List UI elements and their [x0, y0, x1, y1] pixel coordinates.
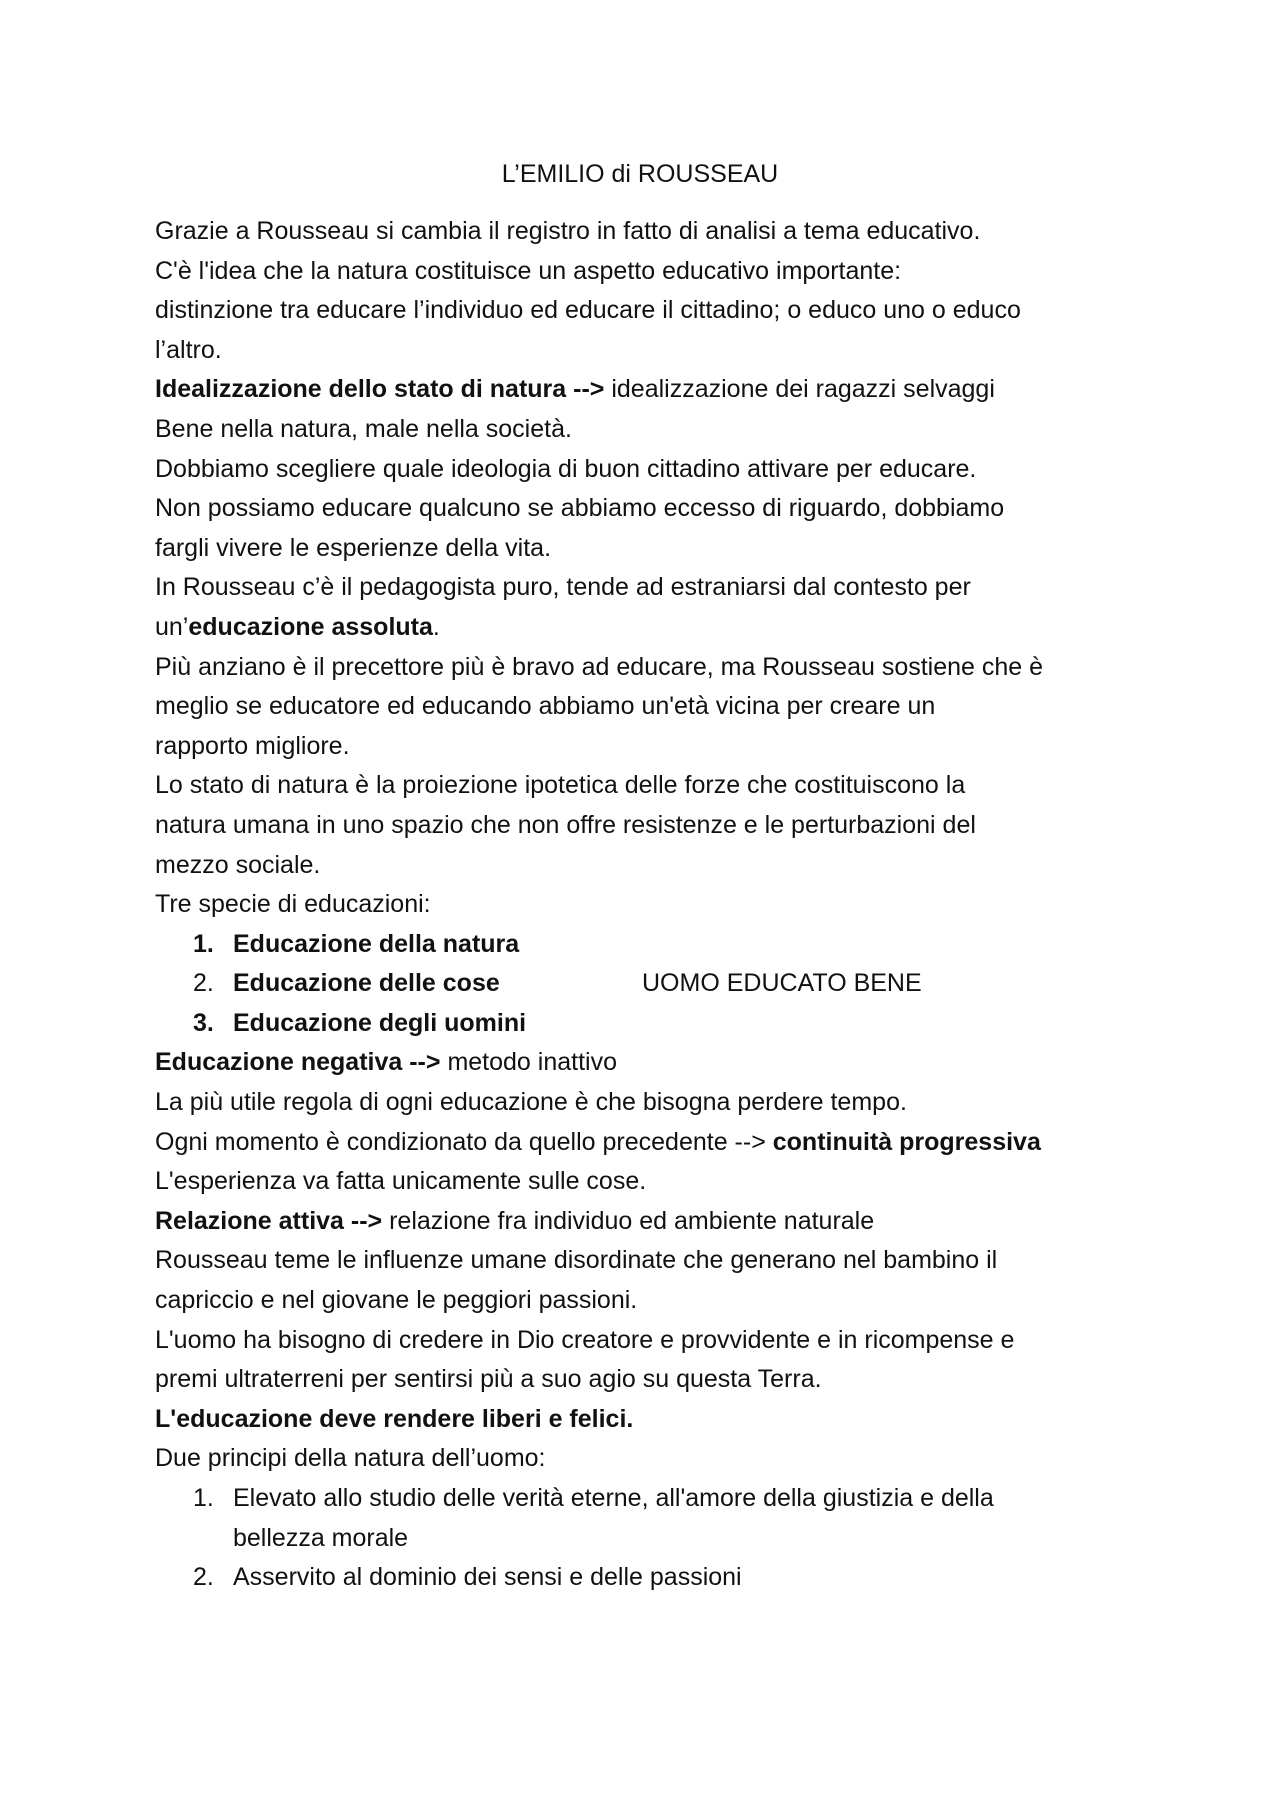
list-item-continuation: [155, 1519, 1135, 1559]
text-span: .: [432, 612, 440, 641]
text-line: L'uomo ha bisogno di credere in Dio creatore e provvidente e in ricompense e: [155, 1325, 1015, 1354]
document-body: [155, 212, 1135, 1598]
bold-phrase: Idealizzazione dello stato di natura -->: [155, 375, 605, 404]
list-number: 1.: [193, 1484, 214, 1512]
text-span: un’: [155, 612, 189, 641]
list-number: 1.: [193, 929, 214, 958]
bold-phrase: educazione assoluta: [188, 612, 433, 641]
bold-phrase: Educazione negativa -->: [155, 1048, 441, 1077]
text-line: rapporto migliore.: [155, 731, 350, 760]
list-item: [155, 964, 1135, 1004]
text-line: L'educazione deve rendere liberi e felici.: [155, 1404, 634, 1433]
bold-phrase: Relazione attiva -->: [155, 1206, 383, 1235]
text-line: Bene nella natura, male nella società.: [155, 414, 572, 443]
text-line: [155, 370, 1135, 410]
text-line: [155, 1123, 1135, 1163]
list-text: Elevato allo studio delle verità eterne, all'amore della giustizia e della: [233, 1484, 994, 1512]
text-line: Più anziano è il precettore più è bravo ad educare, ma Rousseau sostiene che è: [155, 652, 1044, 681]
text-line: fargli vivere le esperienze della vita.: [155, 533, 552, 562]
text-line: Lo stato di natura è la proiezione ipotetica delle forze che costituiscono la: [155, 771, 966, 800]
text-span: idealizzazione dei ragazzi selvaggi: [604, 375, 995, 404]
text-line: Rousseau teme le influenze umane disordinate che generano nel bambino il: [155, 1246, 998, 1275]
text-span: relazione fra individuo ed ambiente naturale: [382, 1206, 875, 1235]
text-span: Ogni momento è condizionato da quello precedente -->: [155, 1127, 773, 1156]
list-item: [155, 1004, 1135, 1044]
list-text: Asservito al dominio dei sensi e delle passioni: [233, 1563, 742, 1592]
list-number: 2.: [193, 969, 214, 998]
text-line: capriccio e nel giovane le peggiori passioni.: [155, 1286, 638, 1315]
text-line: La più utile regola di ogni educazione è che bisogna perdere tempo.: [155, 1088, 907, 1117]
text-line: Grazie a Rousseau si cambia il registro in fatto di analisi a tema educativo.: [155, 217, 981, 245]
text-span: metodo inattivo: [440, 1048, 617, 1077]
bold-phrase: continuità progressiva: [772, 1127, 1041, 1156]
text-line: meglio se educatore ed educando abbiamo un'età vicina per creare un: [155, 692, 936, 721]
text-line: Non possiamo educare qualcuno se abbiamo eccesso di riguardo, dobbiamo: [155, 494, 1005, 523]
text-line: Tre specie di educazioni:: [155, 890, 431, 919]
list-number: 3.: [193, 1008, 214, 1037]
text-line: l’altro.: [155, 335, 222, 364]
text-line: Dobbiamo scegliere quale ideologia di buon cittadino attivare per educare.: [155, 454, 977, 483]
list-text: bellezza morale: [233, 1523, 409, 1552]
list-text: Educazione della natura: [233, 929, 520, 958]
text-line: natura umana in uno spazio che non offre resistenze e le perturbazioni del: [155, 810, 976, 839]
text-line: In Rousseau c’è il pedagogista puro, tende ad estraniarsi dal contesto per: [155, 573, 971, 602]
side-label: UOMO EDUCATO BENE: [642, 969, 922, 998]
text-line: distinzione tra educare l’individuo ed educare il cittadino; o educo uno o educo: [155, 296, 1021, 325]
text-line: L'esperienza va fatta unicamente sulle cose.: [155, 1167, 647, 1196]
text-line: mezzo sociale.: [155, 850, 321, 879]
list-text: Educazione delle cose: [233, 969, 500, 998]
text-line: C'è l'idea che la natura costituisce un aspetto educativo importante:: [155, 256, 902, 285]
document-title: L’EMILIO di ROUSSEAU: [501, 160, 779, 188]
text-line: [155, 608, 1135, 648]
list-text: Educazione degli uomini: [233, 1008, 527, 1037]
list-item: [155, 925, 1135, 965]
text-line: [155, 1043, 1135, 1083]
text-line: [155, 1202, 1135, 1242]
text-line: Due principi della natura dell’uomo:: [155, 1444, 546, 1473]
list-item: [155, 1479, 1135, 1519]
list-item: [155, 1558, 1135, 1598]
text-line: premi ultraterreni per sentirsi più a suo agio su questa Terra.: [155, 1365, 822, 1394]
list-number: 2.: [193, 1563, 214, 1592]
